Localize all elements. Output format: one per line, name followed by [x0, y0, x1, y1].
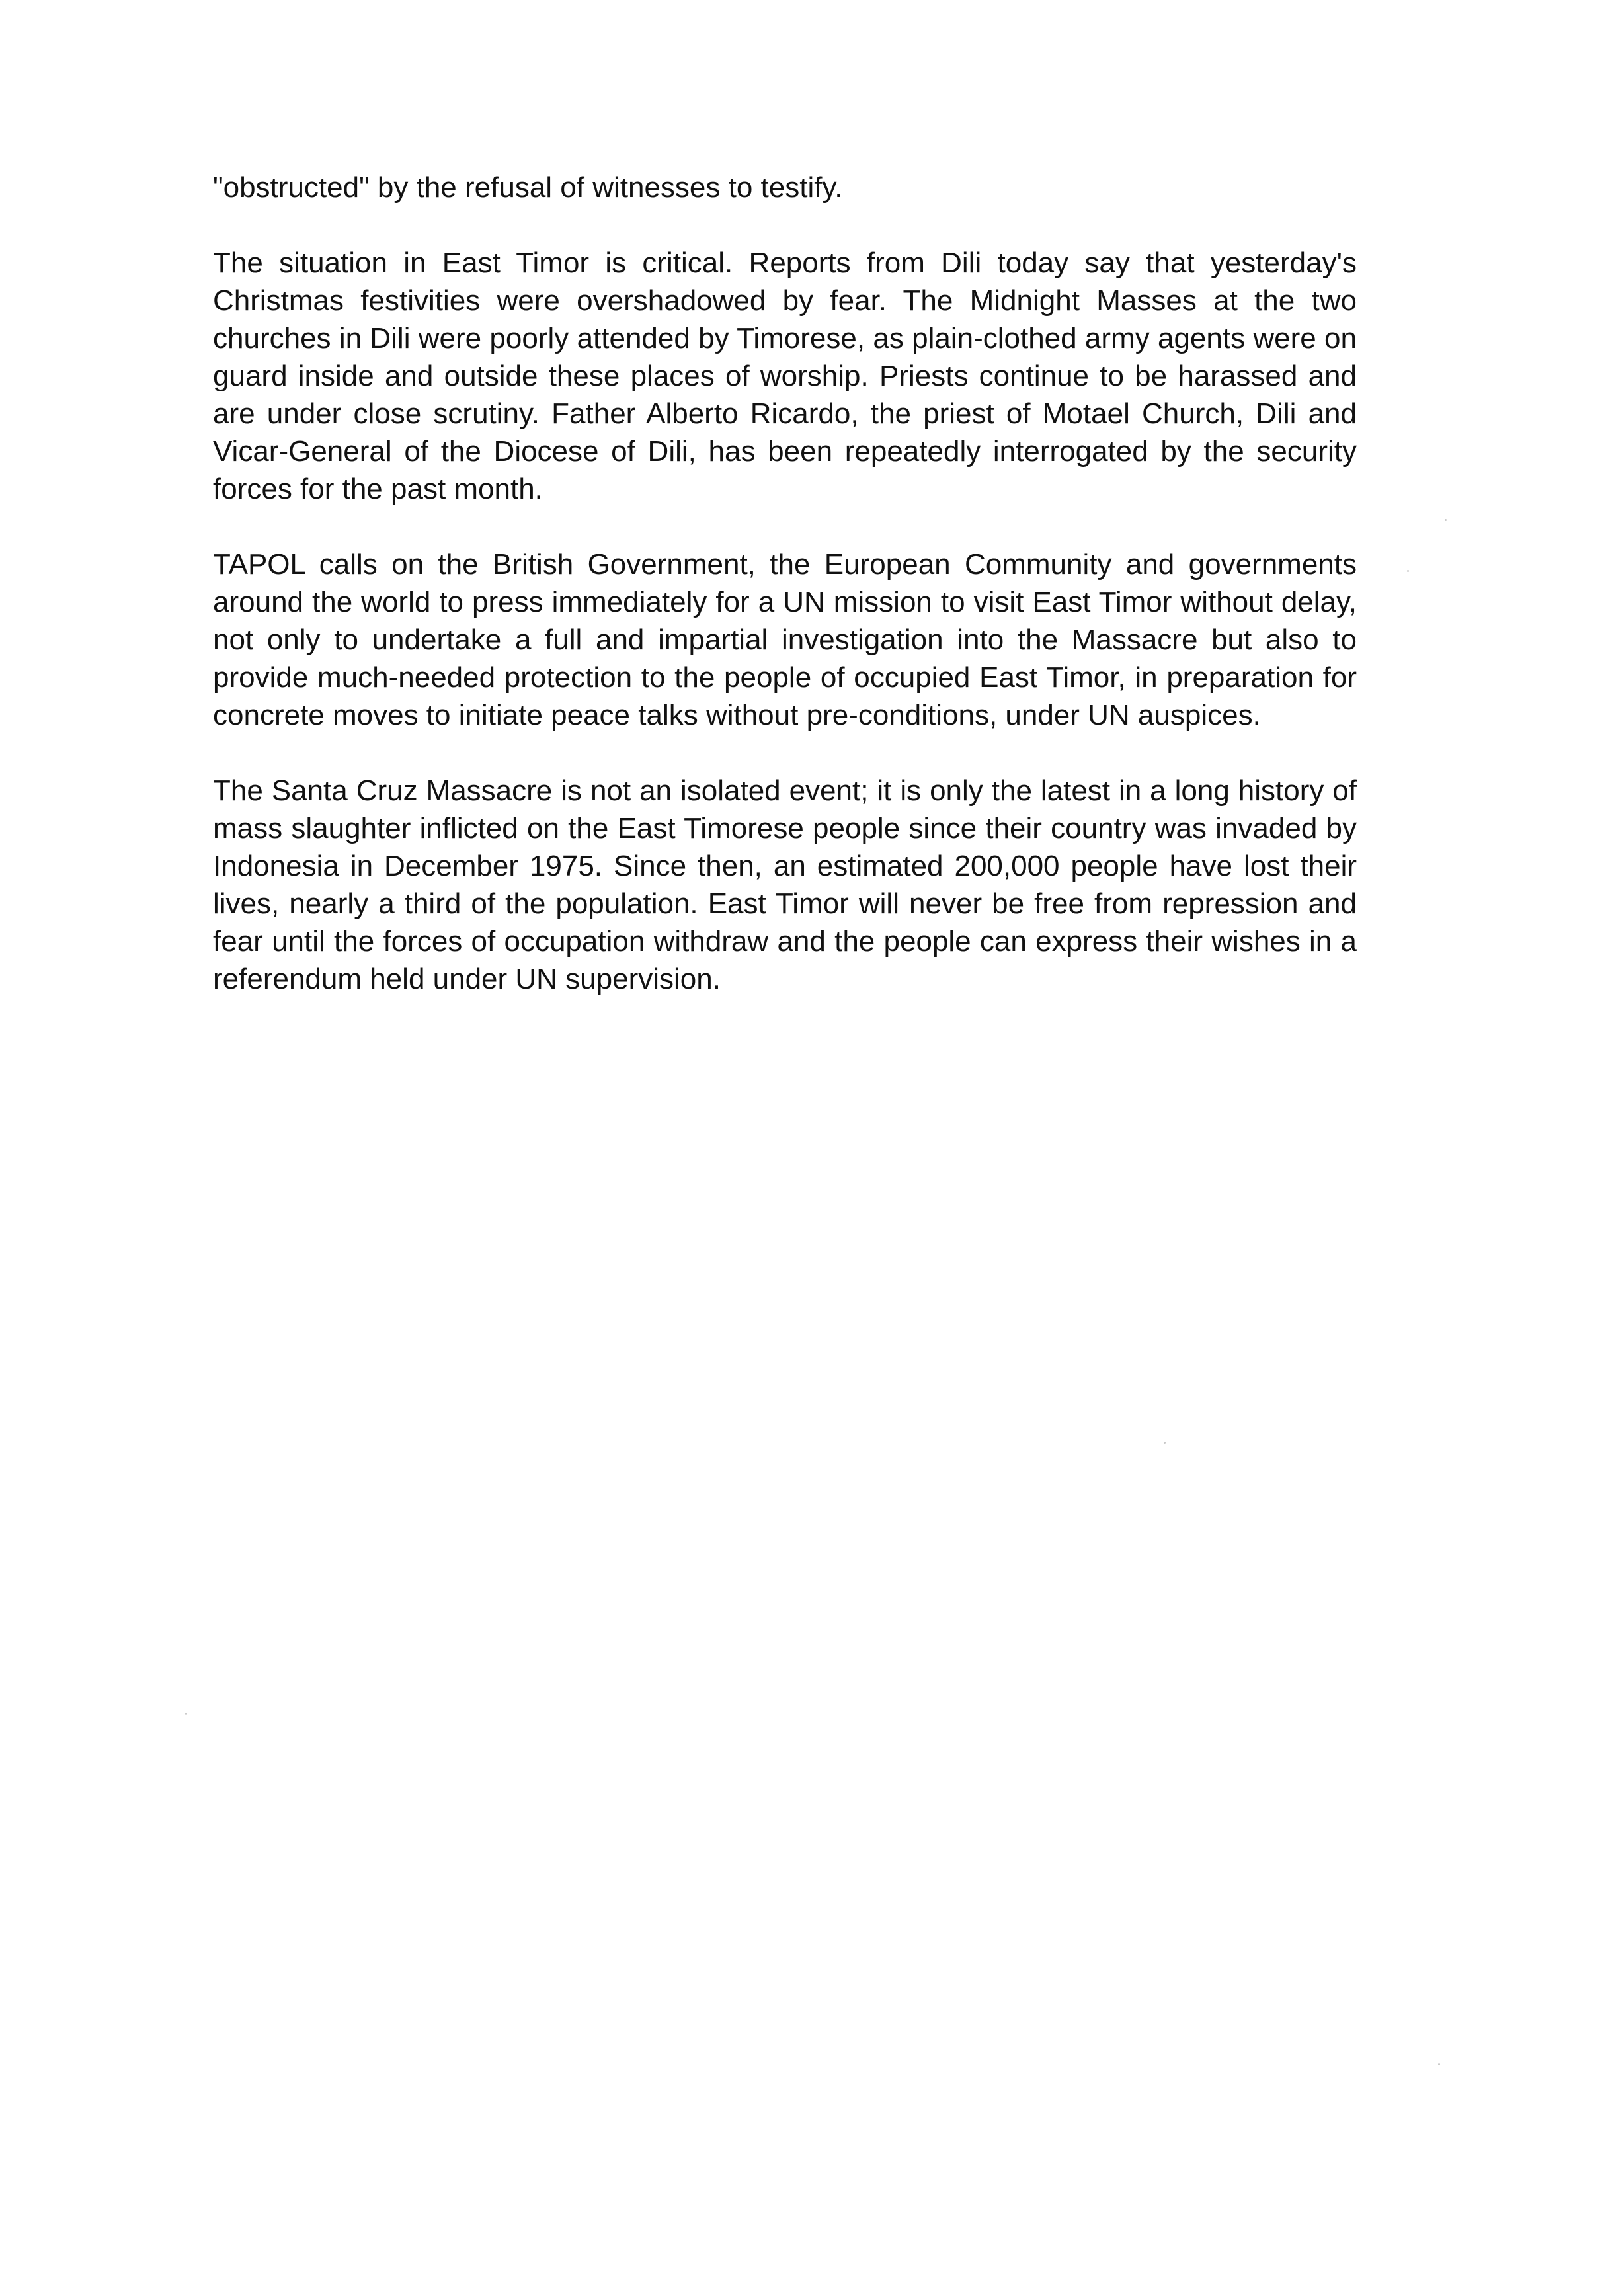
paragraph-1: "obstructed" by the refusal of witnesses to testify.	[213, 171, 843, 204]
scan-speck	[1164, 1442, 1166, 1444]
scan-speck	[1438, 2063, 1440, 2065]
paragraph-4: The Santa Cruz Massacre is not an isolated event; it is only the latest in a long history of mass slaughter inflicted on the East Timorese people since their country was invaded by Indonesia in December 1975. Since then, an estimated 200,000 people have lost their lives, nearly a third of the population. East Timor will never be free from repression and fear until the forces of occupation withdraw and the people can express their wishes in a referendum held under UN supervision.	[213, 774, 1357, 995]
scan-speck	[185, 1713, 187, 1715]
scan-speck	[1407, 570, 1409, 572]
scan-speck	[1445, 519, 1447, 521]
paragraph-2: The situation in East Timor is critical. Reports from Dili today say that yesterday's Christmas festivities were overshadowed by fear. The Midnight Masses at the two churches in Dili were poorly attended by Timorese, as plain-clothed army agents were on guard inside and outside these places of worship. Priests continue to be harassed and are under close scrutiny. Father Alberto Ricardo, the priest of Motael Church, Dili and Vicar-General of the Diocese of Dili, has been repeatedly interrogated by the security forces for the past month.	[213, 247, 1357, 505]
paragraph-3: TAPOL calls on the British Government, the European Community and governments around the world to press immediately for a UN mission to visit East Timor without delay, not only to undertake a full and impartial investigation into the Massacre but also to provide much-needed protection to the people of occupied East Timor, in preparation for concrete moves to initiate peace talks without pre-conditions, under UN auspices.	[213, 548, 1357, 731]
body-text	[213, 169, 1357, 1036]
